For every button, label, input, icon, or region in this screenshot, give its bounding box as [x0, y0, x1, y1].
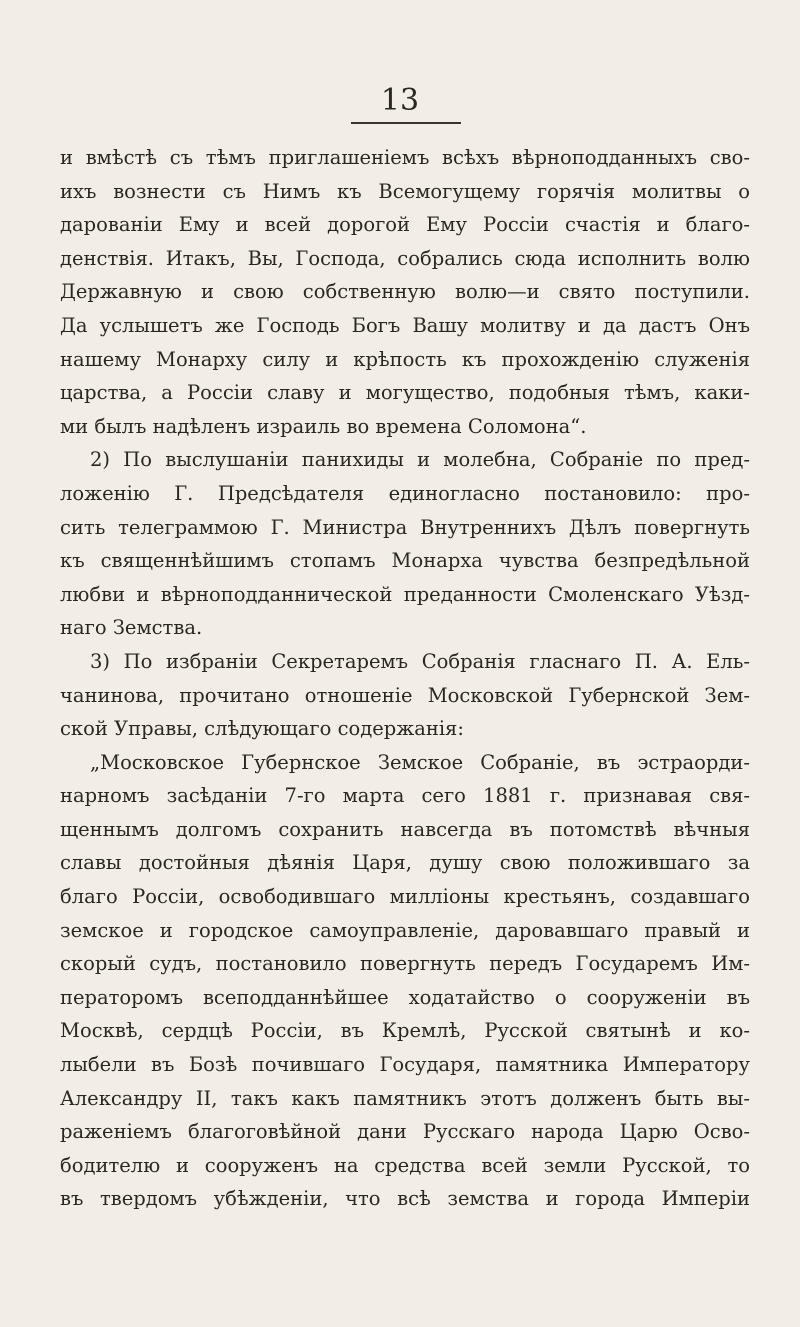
text-line: ператоромъ всеподданнѣйшее ходатайство о сооруженіи въ — [60, 985, 750, 1009]
text-line: ложенію Г. Предсѣдателя единогласно постановило: про- — [60, 481, 750, 505]
text-line: славы достойныя дѣянія Царя, душу свою положившаго за — [60, 851, 750, 875]
text-line: бодителю и сооруженъ на средства всей земли Русской, то — [60, 1153, 750, 1177]
text-line: ихъ вознести съ Нимъ къ Всемогущему горячія молитвы о — [60, 179, 750, 203]
text-line: въ твердомъ убѣжденіи, что всѣ земства и города Имперіи — [60, 1187, 750, 1211]
text-line: къ священнѣйшимъ стопамъ Монарха чувства безпредѣльной — [60, 549, 750, 573]
text-line: ской Управы, слѣдующаго содержанія: — [60, 717, 464, 741]
text-line: Москвѣ, сердцѣ Россіи, въ Кремлѣ, Русской святынѣ и ко- — [60, 1019, 750, 1043]
text-line: ми былъ надѣленъ израиль во времена Соломона“. — [60, 414, 587, 438]
text-line: Державную и свою собственную волю—и свято поступили. — [60, 280, 750, 304]
text-line: Да услышетъ же Господь Богъ Вашу молитву и да дастъ Онъ — [60, 313, 750, 337]
text-line: царства, а Россіи славу и могущество, подобныя тѣмъ, каки- — [60, 381, 750, 405]
text-line: земское и городское самоуправленіе, даровавшаго правый и — [60, 918, 750, 942]
text-line: чанинова, прочитано отношеніе Московской Губернской Зем- — [60, 683, 750, 707]
body-text — [60, 141, 750, 1216]
text-line: благо Россіи, освободившаго милліоны крестьянъ, создавшаго — [60, 885, 750, 909]
text-line: и вмѣстѣ съ тѣмъ приглашеніемъ всѣхъ вѣрноподданныхъ сво- — [60, 146, 750, 169]
page-number: 13 — [380, 83, 420, 118]
text-line: нарномъ засѣданіи 7-го марта сего 1881 г. признавая свя- — [60, 784, 750, 808]
text-line: лыбели въ Бозѣ почившаго Государя, памятника Императору — [60, 1053, 750, 1077]
text-line: нашему Монарху силу и крѣпость къ прохожденію служенія — [60, 347, 750, 371]
text-line: Александру II, такъ какъ памятникъ этотъ долженъ быть вы- — [60, 1086, 750, 1110]
text-line: наго Земства. — [60, 616, 203, 640]
text-line: 3) По избраніи Секретаремъ Собранія гласнаго П. А. Ель- — [90, 649, 750, 673]
text-line: любви и вѣрноподданнической преданности Смоленскаго Уѣзд- — [60, 582, 750, 606]
text-line: „Московское Губернское Земское Собраніе, въ эстраорди- — [90, 750, 750, 774]
text-line: сить телеграммою Г. Министра Внутреннихъ Дѣлъ повергнуть — [60, 515, 750, 539]
text-line: 2) По выслушаніи панихиды и молебна, Собраніе по пред- — [90, 448, 750, 472]
text-line: денствія. Итакъ, Вы, Господа, собрались сюда исполнить волю — [60, 246, 750, 270]
text-line: раженіемъ благоговѣйной дани Русскаго народа Царю Осво- — [60, 1120, 750, 1144]
text-line: дарованіи Ему и всей дорогой Ему Россіи счастія и благо- — [60, 213, 750, 237]
text-line: щеннымъ долгомъ сохранить навсегда въ потомствѣ вѣчныя — [60, 817, 750, 841]
text-line: скорый судъ, постановило повергнуть передъ Государемъ Им- — [60, 952, 750, 976]
page-number-rule — [351, 122, 461, 124]
